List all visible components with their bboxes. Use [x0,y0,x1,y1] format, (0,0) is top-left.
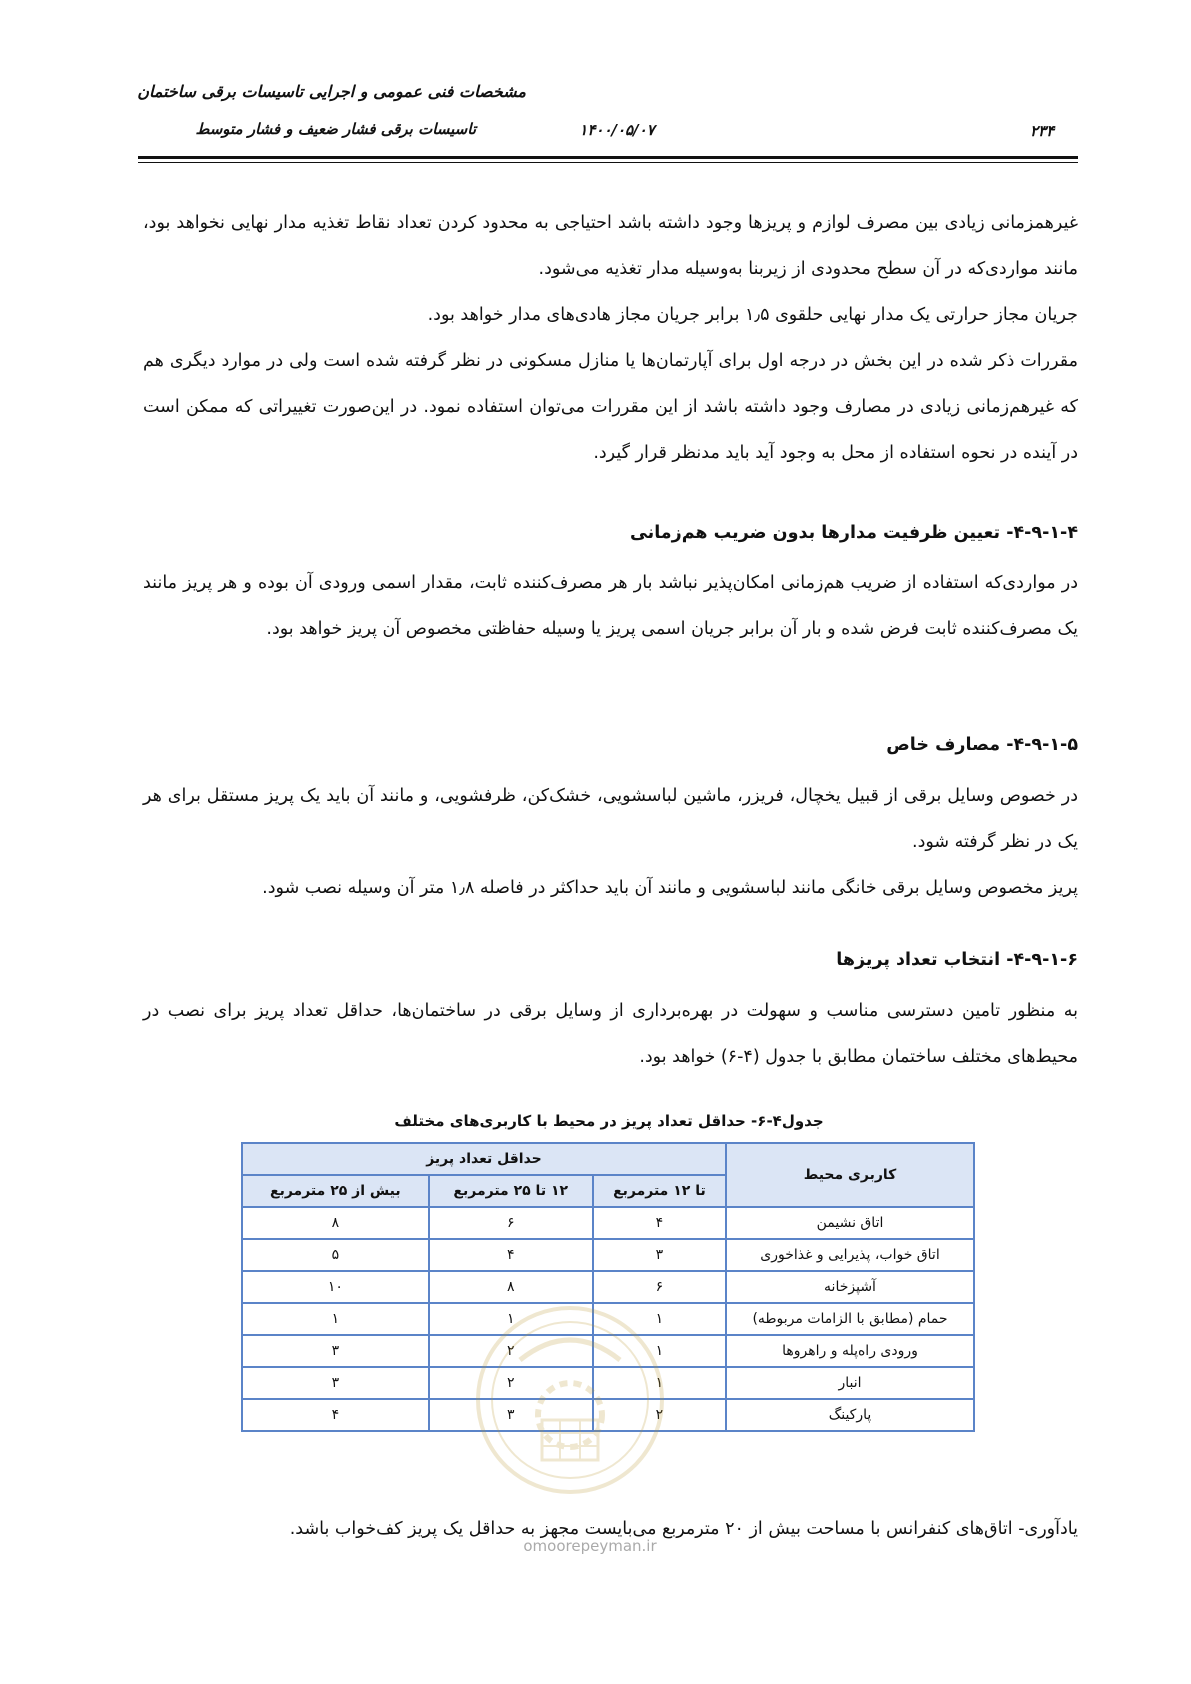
page-number: ۲۳۴ [1030,122,1055,140]
header-date: ۱۴۰۰/۰۵/۰۷ [579,121,655,139]
cell-c: ۳ [242,1367,429,1399]
cell-c: ۴ [242,1399,429,1431]
cell-usage: پارکینگ [726,1399,974,1431]
table-row [242,1207,974,1239]
cell-usage: اتاق خواب، پذیرایی و غذاخوری [726,1239,974,1271]
intro-paragraph-3: مقررات ذکر شده در این بخش در درجه اول برای آپارتمان‌ها یا منازل مسکونی در نظر گرفته شده است ولی در موارد دیگری هم که غیرهم‌زمانی زیادی در مصارف وجود داشته باشد از این مقررات می‌توان استفاده نمود. در این‌صورت تغییراتی که ممکن است در آینده در نحوه استفاده از محل به وجود آید باید مدنظر قرار گیرد. [143,351,1078,463]
cell-a: ۱ [593,1367,726,1399]
section-4-body: در مواردی‌که استفاده از ضریب هم‌زمانی امکان‌پذیر نباشد بار هر مصرف‌کننده ثابت، مقدار اسمی ورودی آن بوده و هر پریز مانند یک مصرف‌کننده ثابت فرض شده و بار آن برابر جریان اسمی پریز یا وسیله حفاظتی مخصوص آن پریز خواهد بود. [143,573,1078,639]
cell-c: ۵ [242,1239,429,1271]
section-6-body: به منظور تامین دسترسی مناسب و سهولت در بهره‌برداری از وسایل برقی در ساختمان‌ها، حداقل تعداد پریز برای نصب در محیط‌های مختلف ساختمان مطابق با جدول (۴-۶) خواهد بود. [143,1001,1078,1067]
watermark-url: omoorepeyman.ir [523,1537,657,1555]
header-col-a: تا ۱۲ مترمربع [593,1175,726,1207]
cell-a: ۴ [593,1207,726,1239]
cell-c: ۸ [242,1207,429,1239]
cell-b: ۸ [429,1271,593,1303]
cell-a: ۶ [593,1271,726,1303]
intro-paragraph-1: غیرهمزمانی زیادی بین مصرف لوازم و پریزها وجود داشته باشد احتیاجی به محدود کردن تعداد نقاط تغذیه مدار نهایی نخواهد بود، مانند مواردی‌که در آن سطح محدودی از زیربنا به‌وسیله مدار تغذیه می‌شود. [143,213,1078,279]
cell-usage: حمام (مطابق با الزامات مربوطه) [726,1303,974,1335]
section-4-body-block [143,560,1078,652]
header-subtitle: تاسیسات برقی فشار ضعیف و فشار متوسط [195,120,476,138]
cell-c: ۱۰ [242,1271,429,1303]
header-rule-thick [138,156,1078,159]
cell-c: ۱ [242,1303,429,1335]
table-row [242,1271,974,1303]
header-col-c: بیش از ۲۵ مترمربع [242,1175,429,1207]
cell-b: ۶ [429,1207,593,1239]
cell-a: ۱ [593,1335,726,1367]
cell-a: ۱ [593,1303,726,1335]
header-usage: کاربری محیط [726,1143,974,1207]
header-col-b: ۱۲ تا ۲۵ مترمربع [429,1175,593,1207]
intro-paragraph-2: جریان مجاز حرارتی یک مدار نهایی حلقوی ۱٫۵ برابر جریان مجاز هادی‌های مدار خواهد بود. [427,305,1078,325]
cell-c: ۳ [242,1335,429,1367]
header-group: حداقل تعداد پریز [242,1143,726,1175]
cell-usage: اتاق نشیمن [726,1207,974,1239]
intro-block [143,200,1078,476]
cell-a: ۲ [593,1399,726,1431]
cell-usage: انبار [726,1367,974,1399]
cell-b: ۲ [429,1367,593,1399]
section-5-body-block [143,773,1078,911]
table-row [242,1239,974,1271]
header-rule-thin [138,162,1078,163]
watermark-logo-icon [470,1300,670,1500]
note-text: یادآوری- اتاق‌های کنفرانس با مساحت بیش از ۲۰ مترمربع می‌بایست مجهز به حداقل یک پریز کف‌خواب باشد. [289,1519,1078,1539]
table-header-row [242,1143,974,1175]
cell-usage: ورودی راه‌پله و راهروها [726,1335,974,1367]
section-6-body-block [143,988,1078,1080]
section-6-heading: ۴-۹-۱-۶- انتخاب تعداد پریزها [836,950,1078,970]
header-title: مشخصات فنی عمومی و اجرایی تاسیسات برقی ساختمان [137,82,526,101]
cell-b: ۳ [429,1399,593,1431]
section-5-body-2: پریز مخصوص وسایل برقی خانگی مانند لباسشویی و مانند آن باید حداکثر در فاصله ۱٫۸ متر آن وسیله نصب شود. [262,878,1078,898]
cell-a: ۳ [593,1239,726,1271]
cell-b: ۱ [429,1303,593,1335]
section-4-heading: ۴-۹-۱-۴- تعیین ظرفیت مدارها بدون ضریب هم‌زمانی [629,523,1078,543]
note-block [143,1506,1078,1552]
section-5-heading: ۴-۹-۱-۵- مصارف خاص [886,735,1078,755]
section-5-body-1: در خصوص وسایل برقی از قبیل یخچال، فریزر، ماشین لباسشویی، خشک‌کن، ظرفشویی، و مانند آن باید یک پریز مستقل برای هر یک در نظر گرفته شود. [143,786,1078,852]
table-caption: جدول۴-۶- حداقل تعداد پریز در محیط با کاربری‌های مختلف [394,1112,824,1130]
cell-usage: آشپزخانه [726,1271,974,1303]
cell-b: ۴ [429,1239,593,1271]
cell-b: ۲ [429,1335,593,1367]
